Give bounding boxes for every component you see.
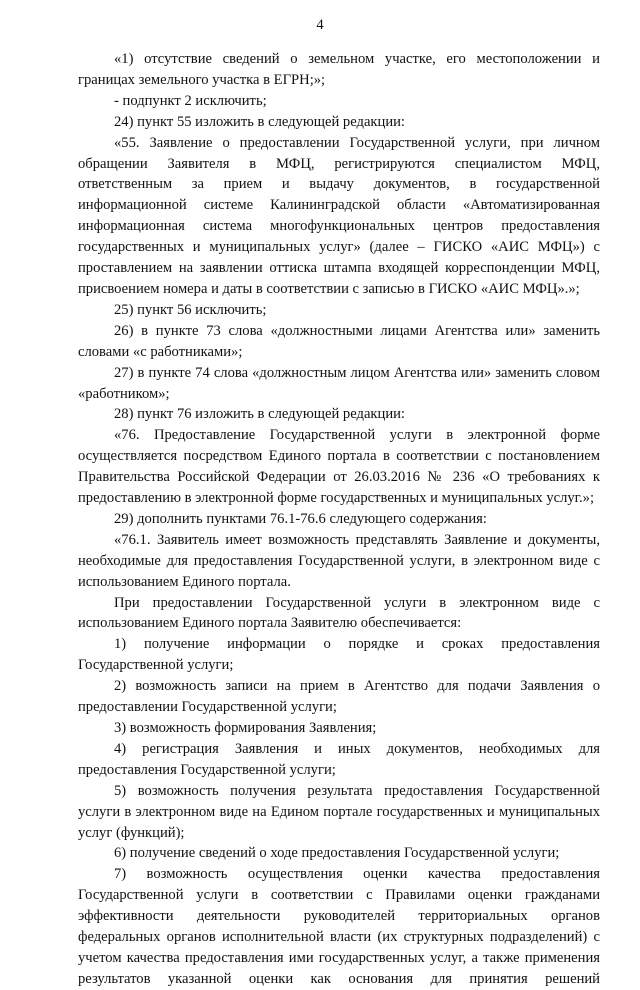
- paragraph-18: 6) получение сведений о ходе предоставления Государственной услуги;: [114, 845, 560, 862]
- paragraph-4: «55. Заявление о предоставлении Государственной услуги, при личном обращении Заявителя в МФЦ, регистрируются специалистом МФЦ, ответственным за прием и выдачу документов, в государственной информационной системе Калининградской области «Автоматизированная информационная система многофункциональных центров предоставления государственных и муниципальных услуг» (далее – ГИСКО «АИС МФЦ») с проставлением на заявлении оттиска штампа входящей корреспонденции МФЦ, присвоением номера и даты в соответствии с записью в ГИСКО «АИС МФЦ».»;: [78, 134, 600, 297]
- paragraph-12: При предоставлении Государственной услуги в электронном виде с использованием Единого портала Заявителю обеспечивается:: [78, 594, 600, 632]
- document-body: [78, 49, 600, 990]
- paragraph-5: 25) пункт 56 исключить;: [114, 301, 267, 318]
- paragraph-15: 3) возможность формирования Заявления;: [114, 720, 377, 736]
- paragraph-3: 24) пункт 55 изложить в следующей редакции:: [114, 113, 405, 130]
- paragraph-2: - подпункт 2 исключить;: [114, 92, 267, 109]
- paragraph-13: 1) получение информации о порядке и сроках предоставления Государственной услуги;: [78, 636, 600, 674]
- paragraph-8: 28) пункт 76 изложить в следующей редакции:: [114, 406, 405, 423]
- paragraph-11: «76.1. Заявитель имеет возможность представлять Заявление и документы, необходимые для предоставления Государственной услуги, в электронном виде с использованием Единого портала.: [78, 531, 600, 590]
- paragraph-16: 4) регистрация Заявления и иных документов, необходимых для предоставления Государственной услуги;: [78, 740, 600, 778]
- paragraph-19: 7) возможность осуществления оценки качества предоставления Государственной услуги в соответствии с Правилами оценки гражданами эффективности деятельности руководителей территориальных органов федеральных органов исполнительной власти (их структурных подразделений) с учетом качества предоставления ими государственных услуг, а также применения результатов указанной оценки как основания для принятия решений: [78, 866, 600, 987]
- paragraph-7: 27) в пункте 74 слова «должностным лицом Агентства или» заменить словом «работником»;: [78, 364, 600, 402]
- paragraph-17: 5) возможность получения результата предоставления Государственной услуги в электронном виде на Едином портале государственных и муниципальных услуг (функций);: [78, 782, 600, 841]
- paragraph-10: 29) дополнить пунктами 76.1-76.6 следующего содержания:: [114, 510, 487, 527]
- paragraph-9: «76. Предоставление Государственной услуги в электронной форме осуществляется посредством Единого портала в соответствии с постановлением Правительства Российской Федерации от 26.03.2016 № 236 «О требованиях к предоставлению в электронной форме государственных и муниципальных услуг.»;: [78, 427, 600, 507]
- paragraph-6: 26) в пункте 73 слова «должностными лицами Агентства или» заменить словами «с работниками»;: [78, 322, 600, 360]
- paragraph-1: «1) отсутствие сведений о земельном участке, его местоположении и границах земельного участка в ЕГРН;»;: [78, 51, 600, 88]
- paragraph-14: 2) возможность записи на прием в Агентство для подачи Заявления о предоставлении Государственной услуги;: [78, 678, 600, 716]
- page-number: 4: [316, 17, 324, 33]
